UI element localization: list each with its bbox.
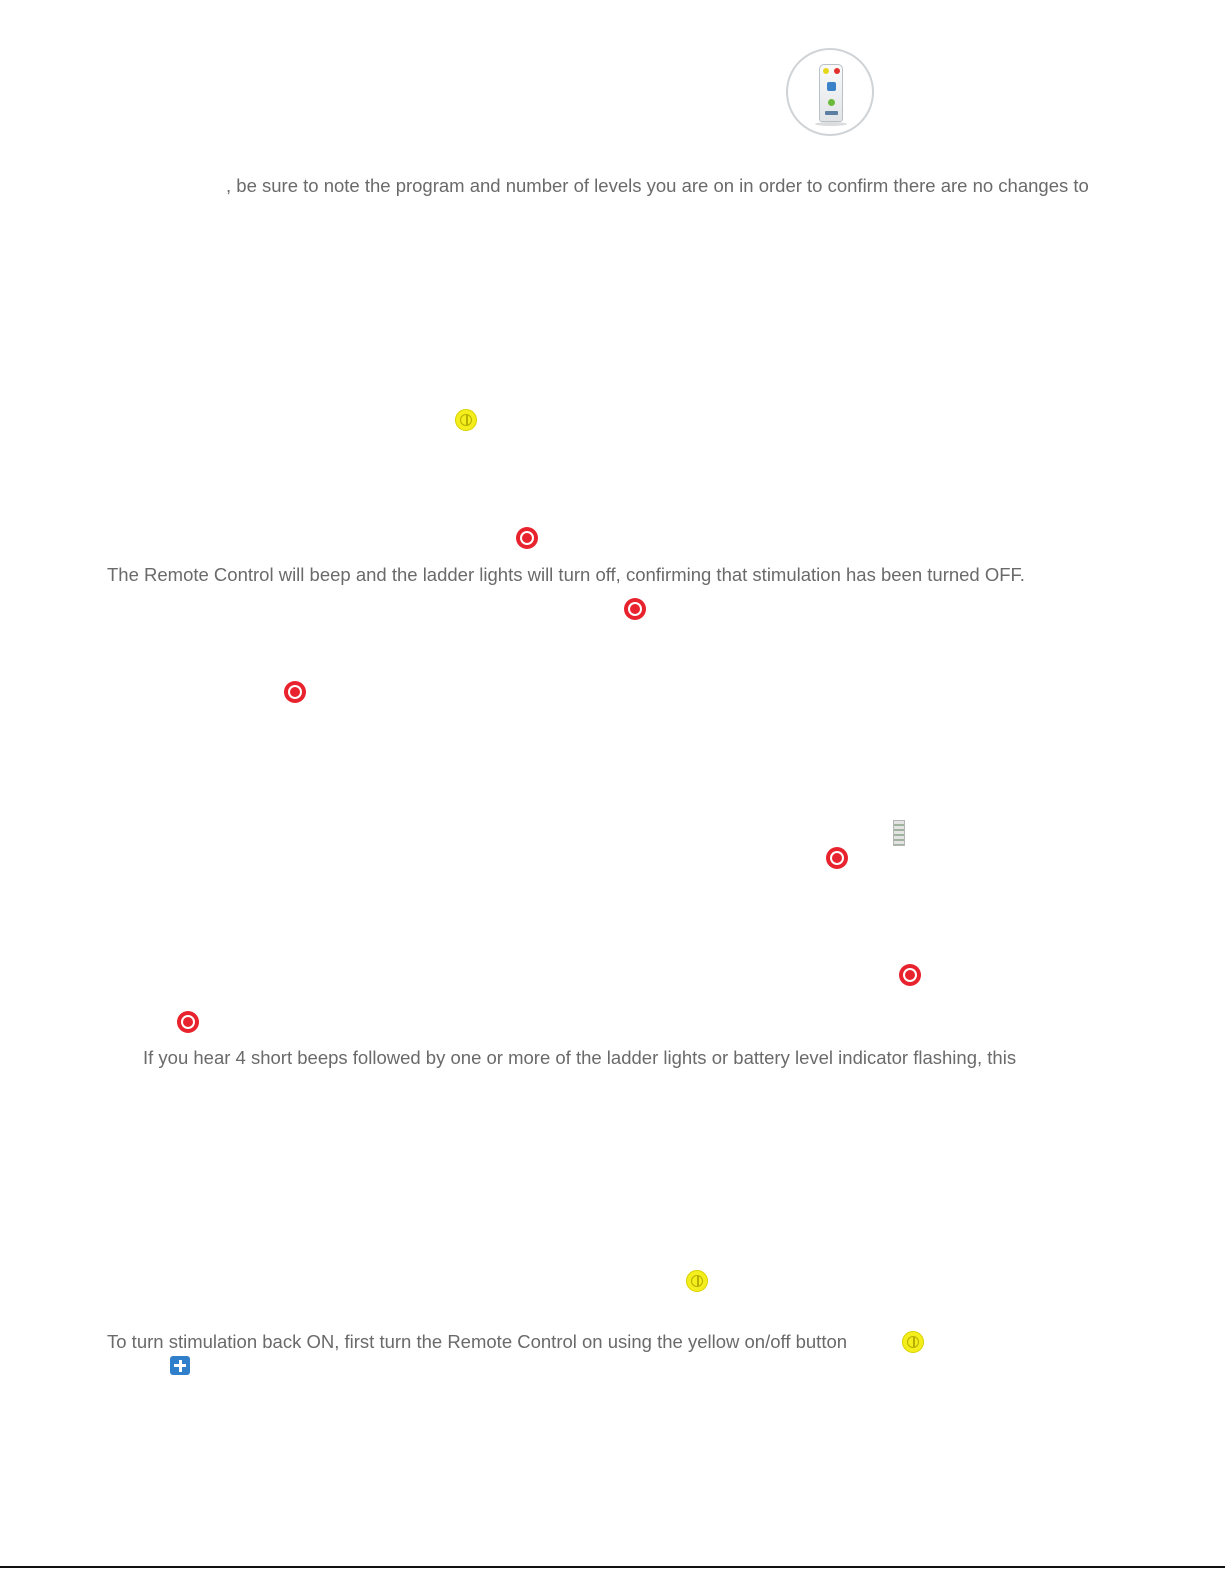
power-icon bbox=[455, 409, 477, 431]
remote-red-button bbox=[834, 68, 840, 74]
power-icon bbox=[902, 1331, 924, 1353]
remote-shadow bbox=[815, 122, 847, 126]
plus-icon bbox=[170, 1356, 190, 1375]
stop-icon bbox=[826, 847, 848, 869]
power-icon bbox=[686, 1270, 708, 1292]
text-line-program-note: , be sure to note the program and number of levels you are on in order to confirm there are no changes to bbox=[226, 175, 1089, 196]
remote-logo bbox=[825, 111, 838, 115]
text-line-four-beeps: If you hear 4 short beeps followed by one or more of the ladder lights or battery level indicator flashing, this bbox=[143, 1047, 1017, 1068]
stop-icon bbox=[284, 681, 306, 703]
stop-icon bbox=[899, 964, 921, 986]
stop-icon bbox=[624, 598, 646, 620]
text-line-stimulation-off: The Remote Control will beep and the ladder lights will turn off, confirming that stimulation has been turned OFF. bbox=[107, 564, 1025, 585]
ladder-lights-icon bbox=[893, 820, 905, 846]
text-line-turn-on: To turn stimulation back ON, first turn the Remote Control on using the yellow on/off button bbox=[107, 1331, 848, 1352]
stop-icon bbox=[516, 527, 538, 549]
remote-green-light bbox=[828, 99, 835, 106]
remote-yellow-button bbox=[823, 68, 829, 74]
remote-control-image bbox=[786, 48, 874, 136]
page-bottom-rule bbox=[0, 1566, 1225, 1568]
remote-control-body bbox=[819, 64, 843, 122]
remote-blue-button bbox=[827, 82, 836, 91]
stop-icon bbox=[177, 1011, 199, 1033]
